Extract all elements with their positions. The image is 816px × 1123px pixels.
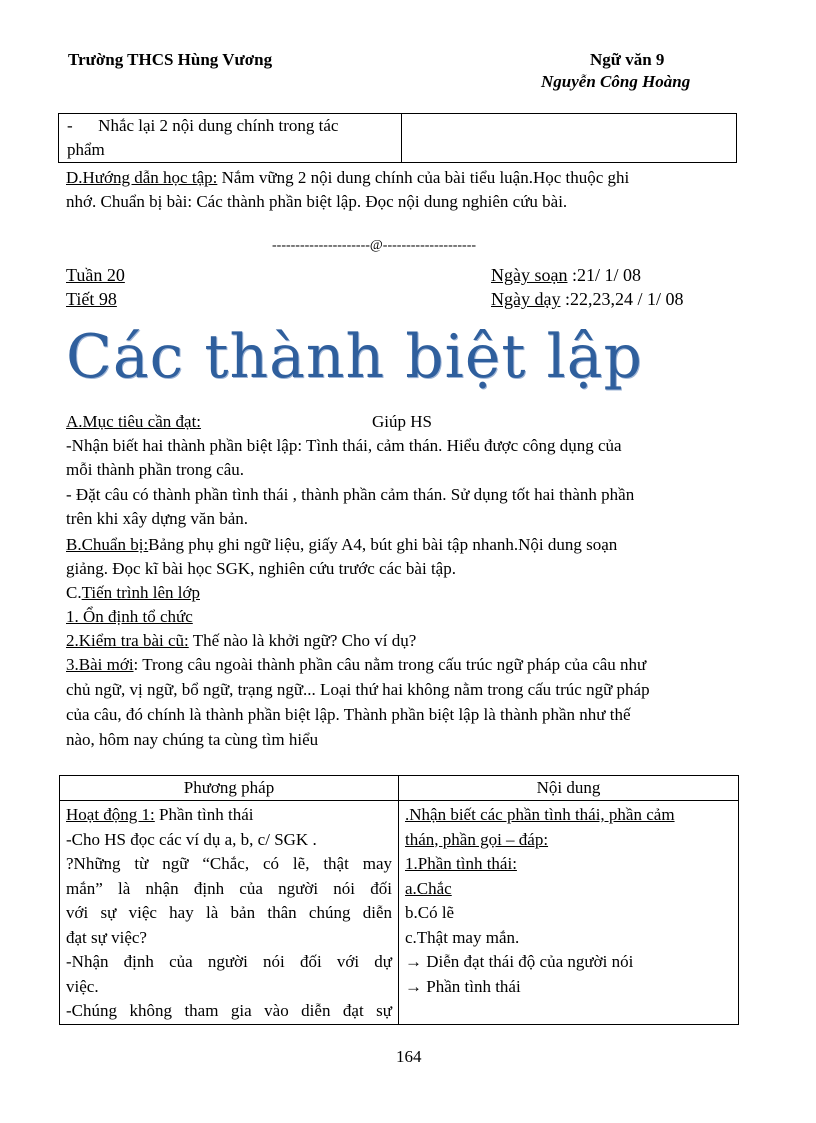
preparation-label: B.Chuẩn bị:	[66, 535, 149, 554]
prep-date-label: Ngày soạn	[491, 265, 568, 285]
step-3-line-1	[66, 653, 756, 677]
guide-label: D.Hướng dẫn học tập:	[66, 168, 218, 187]
content-line	[405, 828, 732, 853]
previous-table-line: - Nhắc lại 2 nội dung chính trong tác	[67, 116, 339, 135]
guide-text: Nắm vững 2 nội dung chính của bài tiểu luận.Học thuộc ghi	[217, 168, 630, 187]
objectives-line: - Đặt câu có thành phần tình thái , thành phần cảm thán. Sử dụng tốt hai thành phần	[66, 485, 635, 504]
page-number: 164	[396, 1047, 422, 1066]
lesson-title: Các thành biệt lập	[66, 322, 643, 392]
guide-line-1	[66, 166, 756, 190]
content-line	[405, 803, 732, 828]
objectives-line: trên khi xây dựng văn bản.	[66, 509, 249, 528]
teach-date-value: :22,23,24 / 1/ 08	[560, 289, 684, 309]
objectives-line: -Nhận biết hai thành phần biệt lập: Tình thái, cảm thán. Hiểu được công dụng của	[66, 436, 622, 455]
method-line: đạt sự việc?	[66, 927, 147, 947]
teach-date-label: Ngày dạy	[491, 289, 561, 309]
method-cell	[60, 801, 399, 1025]
step-3-line-2: chủ ngữ, vị ngữ, bổ ngữ, trạng ngữ... Loại thứ hai không nằm trong cấu trúc ngữ pháp	[66, 680, 650, 699]
teach-date	[491, 289, 684, 310]
content-cell	[399, 801, 739, 1025]
method-line: -Nhận định của người nói đối với dự	[66, 952, 392, 971]
objectives-label: A.Mục tiêu cần đạt:	[66, 412, 202, 431]
prep-date-value: :21/ 1/ 08	[567, 265, 641, 285]
step-2-text: Thế nào là khởi ngữ? Cho ví dụ?	[188, 631, 417, 650]
period-label: Tiết 98	[66, 289, 117, 309]
objectives-heading	[66, 410, 756, 434]
content-line	[405, 950, 732, 975]
week-label: Tuần 20	[66, 265, 125, 285]
activity-label: Hoạt động 1:	[66, 805, 155, 824]
step-3-text: : Trong câu ngoài thành phần câu nằm trong cấu trúc ngữ pháp của câu như	[133, 655, 647, 674]
arrow-right-icon: →	[405, 952, 422, 971]
example-b: b.Có lẽ	[405, 903, 455, 922]
process-label: Tiến trình lên lớp	[81, 583, 200, 602]
previous-table-right-cell	[402, 114, 737, 163]
previous-lesson-table	[58, 113, 737, 163]
content-line	[405, 877, 732, 902]
activity-heading	[66, 803, 392, 828]
step-3-line-4: nào, hôm nay chúng ta cùng tìm hiểu	[66, 730, 319, 749]
step-1-label: 1. Ổn định tổ chức	[66, 607, 193, 626]
previous-table-line: phẩm	[67, 140, 105, 159]
lesson-table	[59, 775, 739, 1025]
preparation-line-2: giảng. Đọc kĩ bài học SGK, nghiên cứu trước các bài tập.	[66, 559, 456, 578]
prep-date	[491, 265, 641, 286]
step-2-label: 2.Kiểm tra bài cũ:	[66, 631, 189, 650]
arrow-right-icon: →	[405, 976, 422, 996]
school-name: Trường THCS Hùng Vương	[68, 50, 273, 69]
content-heading-cont: thán, phần gọi – đáp:	[405, 829, 549, 849]
step-3-label: 3.Bài mới	[66, 655, 134, 674]
conclusion-1: Diễn đạt thái độ của người nói	[426, 952, 634, 971]
example-c: c.Thật may mắn.	[405, 927, 520, 947]
step-1	[66, 605, 756, 629]
preparation-text: Bảng phụ ghi ngữ liệu, giấy A4, bút ghi bài tập nhanh.Nội dung soạn	[148, 535, 618, 554]
method-line: với sự việc hay là bản thân chúng diễn	[66, 903, 392, 922]
objectives-help: Giúp HS	[372, 412, 432, 431]
column-header-method: Phương pháp	[60, 776, 399, 801]
conclusion-2: Phần tình thái	[426, 976, 521, 996]
tinh-thai-heading: 1.Phần tình thái:	[405, 854, 517, 873]
process-heading	[66, 581, 756, 605]
content-heading: .Nhận biết các phần tình thái, phần cảm	[405, 805, 675, 824]
preparation-line-1	[66, 533, 756, 557]
step-2	[66, 629, 756, 653]
method-line: -Chúng không tham gia vào diễn đạt sự	[66, 1001, 392, 1020]
activity-text: Phần tình thái	[154, 805, 254, 824]
example-a: a.Chắc	[405, 878, 452, 898]
content-line	[405, 975, 732, 1000]
guide-line-2: nhớ. Chuẩn bị bài: Các thành phần biệt lập. Đọc nội dung nghiên cứu bài.	[66, 192, 568, 211]
method-line: việc.	[66, 976, 99, 996]
column-header-content: Nội dung	[399, 776, 739, 801]
subject-name: Ngữ văn 9	[590, 50, 665, 69]
step-3-line-3: của câu, đó chính là thành phần biệt lập. Thành phần biệt lập là thành phần như thế	[66, 705, 631, 724]
separator: ---------------------@--------------------	[272, 238, 477, 253]
objectives-line: mỗi thành phần trong câu.	[66, 460, 244, 479]
method-line: -Cho HS đọc các ví dụ a, b, c/ SGK .	[66, 829, 317, 849]
teacher-name: Nguyễn Công Hoàng	[541, 72, 691, 91]
method-line: ?Những từ ngữ “Chắc, có lẽ, thật may	[66, 854, 392, 873]
process-prefix: C.	[66, 583, 82, 602]
content-line	[405, 852, 732, 877]
method-line: mắn” là nhận định của người nói đối	[66, 878, 392, 898]
previous-table-left-cell	[59, 114, 402, 163]
